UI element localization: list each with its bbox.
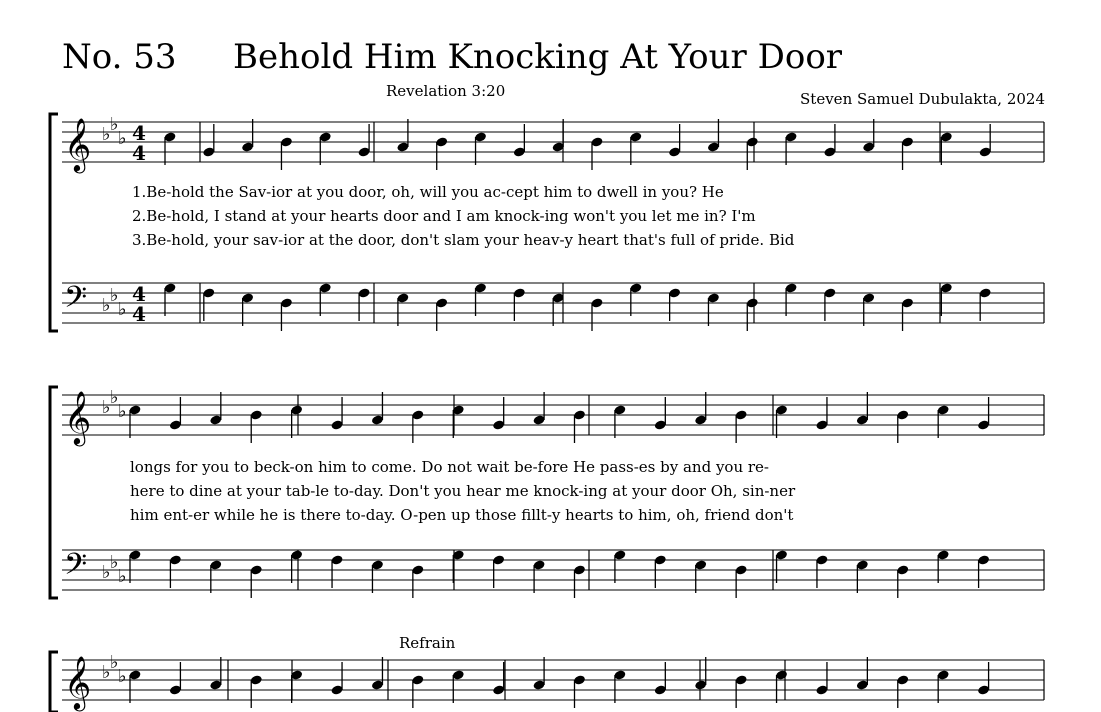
scripture-reference: Revelation 3:20: [386, 82, 506, 100]
flat-icon: ♭: [110, 285, 119, 306]
treble-clef-icon: 𝄞: [64, 390, 92, 444]
bass-clef-icon: 𝄢: [64, 548, 88, 589]
lyric-verse-2: here to dine at your tab-le to-day. Don't you hear me knock-ing at your door Oh, sin-ner: [130, 482, 796, 500]
time-signature-bottom: 4: [132, 141, 146, 165]
refrain-label: Refrain: [399, 634, 456, 652]
flat-icon: ♭: [110, 114, 119, 135]
treble-clef-icon: 𝄞: [64, 655, 92, 709]
flat-icon: ♭: [118, 566, 127, 587]
system-bracket: [50, 387, 58, 598]
lyric-verse-3: him ent-er while he is there to-day. O-pen up those fillt-y hearts to him, oh, friend don't: [130, 506, 794, 524]
time-signature-top: 4: [132, 121, 146, 145]
system-bracket: [50, 652, 58, 712]
flat-icon: ♭: [118, 128, 127, 149]
system-bracket: [50, 114, 58, 331]
lyric-verse-1: longs for you to beck-on him to come. Do not wait be-fore He pass-es by and you re-: [130, 458, 769, 476]
flat-icon: ♭: [118, 401, 127, 422]
lyric-verse-2: 2.Be-hold, I stand at your hearts door and I am knock-ing won't you let me in? I'm: [132, 207, 756, 225]
flat-icon: ♭: [118, 666, 127, 687]
bass-clef-icon: 𝄢: [64, 281, 88, 322]
lyric-verse-1: 1.Be-hold the Sav-ior at you door, oh, will you ac-cept him to dwell in you? He: [132, 183, 724, 201]
flat-icon: ♭: [102, 662, 111, 683]
composer-credit: Steven Samuel Dubulakta, 2024: [800, 90, 1045, 108]
flat-icon: ♭: [118, 299, 127, 320]
time-signature-bottom: 4: [132, 302, 146, 326]
hymn-number: No. 53: [62, 37, 177, 77]
flat-icon: ♭: [110, 552, 119, 573]
flat-icon: ♭: [110, 652, 119, 673]
lyric-verse-3: 3.Be-hold, your sav-ior at the door, don't slam your heav-y heart that's full of pride. Bid: [132, 231, 795, 249]
flat-icon: ♭: [102, 295, 111, 316]
treble-clef-icon: 𝄞: [64, 117, 92, 171]
flat-icon: ♭: [102, 397, 111, 418]
flat-icon: ♭: [102, 124, 111, 145]
hymn-title: Behold Him Knocking At Your Door: [233, 37, 843, 77]
flat-icon: ♭: [102, 562, 111, 583]
time-signature-top: 4: [132, 282, 146, 306]
flat-icon: ♭: [110, 387, 119, 408]
